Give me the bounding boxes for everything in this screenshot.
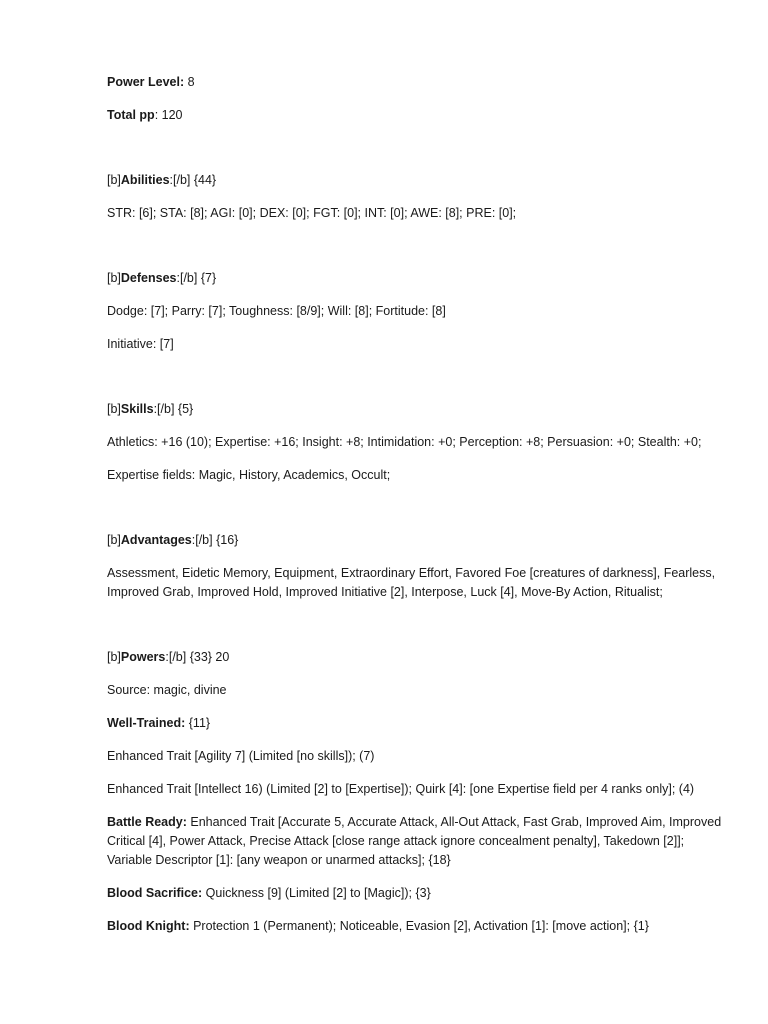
battle-ready-value: Enhanced Trait [Accurate 5, Accurate Attack, All-Out Attack, Fast Grab, Improved Aim, Improved Critical [4], Power Attack, Precise Attack [close range attack ignore concealment penalty], Takedown [2]]; Variable Descriptor [1]: [any weapon or unarmed attacks]; {18} [107,815,722,867]
powers-open-tag: [b] [107,650,121,664]
blood-knight [107,917,727,936]
battle-ready-label: Battle Ready: [107,815,187,829]
powers-source: Source: magic, divine [107,683,227,697]
well-trained-label: Well-Trained: [107,716,186,730]
expertise-fields-line: Expertise fields: Magic, History, Academics, Occult; [107,468,391,482]
defenses-close: :[/b] {7} [176,271,217,285]
trait-intellect: Enhanced Trait [Intellect 16) (Limited [2] to [Expertise]); Quirk [4]: [one Expertise field per 4 ranks only]; (4) [107,782,695,796]
advantages-heading [107,531,727,550]
skills-line: Athletics: +16 (10); Expertise: +16; Insight: +8; Intimidation: +0; Perception: +8; Persuasion: +0; Stealth: +0; [107,435,702,449]
skills-heading [107,400,727,419]
blood-knight-value: Protection 1 (Permanent); Noticeable, Evasion [2], Activation [1]: [move action]; {1} [189,919,649,933]
well-trained-value: {11} [185,716,211,730]
abilities-title: Abilities [120,173,170,187]
total-pp-label: Total pp [107,108,155,122]
blood-knight-label: Blood Knight: [107,919,190,933]
blood-sacrifice-label: Blood Sacrifice: [107,886,203,900]
skills-title: Skills [120,402,154,416]
advantages-open-tag: [b] [107,533,121,547]
abilities-line: STR: [6]; STA: [8]; AGI: [0]; DEX: [0]; FGT: [0]; INT: [0]; AWE: [8]; PRE: [0]; [107,206,517,220]
blood-sacrifice [107,884,727,903]
powers-title: Powers [120,650,166,664]
advantages-title: Advantages [120,533,192,547]
defenses-line: Dodge: [7]; Parry: [7]; Toughness: [8/9]; Will: [8]; Fortitude: [8] [107,304,446,318]
blood-sacrifice-value: Quickness [9] (Limited [2] to [Magic]); {3} [202,886,431,900]
initiative-line: Initiative: [7] [107,337,174,351]
power-level-label: Power Level: [107,75,185,89]
trait-agility: Enhanced Trait [Agility 7] (Limited [no skills]); (7) [107,749,375,763]
battle-ready [107,813,727,870]
well-trained [107,714,727,733]
abilities-heading [107,171,727,190]
power-level [107,73,727,92]
total-pp [107,106,727,125]
powers-close: :[/b] {33} 20 [165,650,230,664]
skills-open-tag: [b] [107,402,121,416]
abilities-close: :[/b] {44} [169,173,217,187]
advantages-line: Assessment, Eidetic Memory, Equipment, Extraordinary Effort, Favored Foe [creatures of darkness], Fearless, Improved Grab, Improved Hold, Improved Initiative [2], Interpose, Luck [4], Move-By Action, Ritualist; [107,566,716,599]
abilities-open-tag: [b] [107,173,121,187]
defenses-open-tag: [b] [107,271,121,285]
defenses-heading [107,269,727,288]
advantages-close: :[/b] {16} [191,533,239,547]
character-sheet [107,73,727,936]
power-level-value: 8 [184,75,195,89]
total-pp-value: : 120 [154,108,183,122]
defenses-title: Defenses [120,271,177,285]
powers-heading [107,648,727,667]
skills-close: :[/b] {5} [153,402,194,416]
